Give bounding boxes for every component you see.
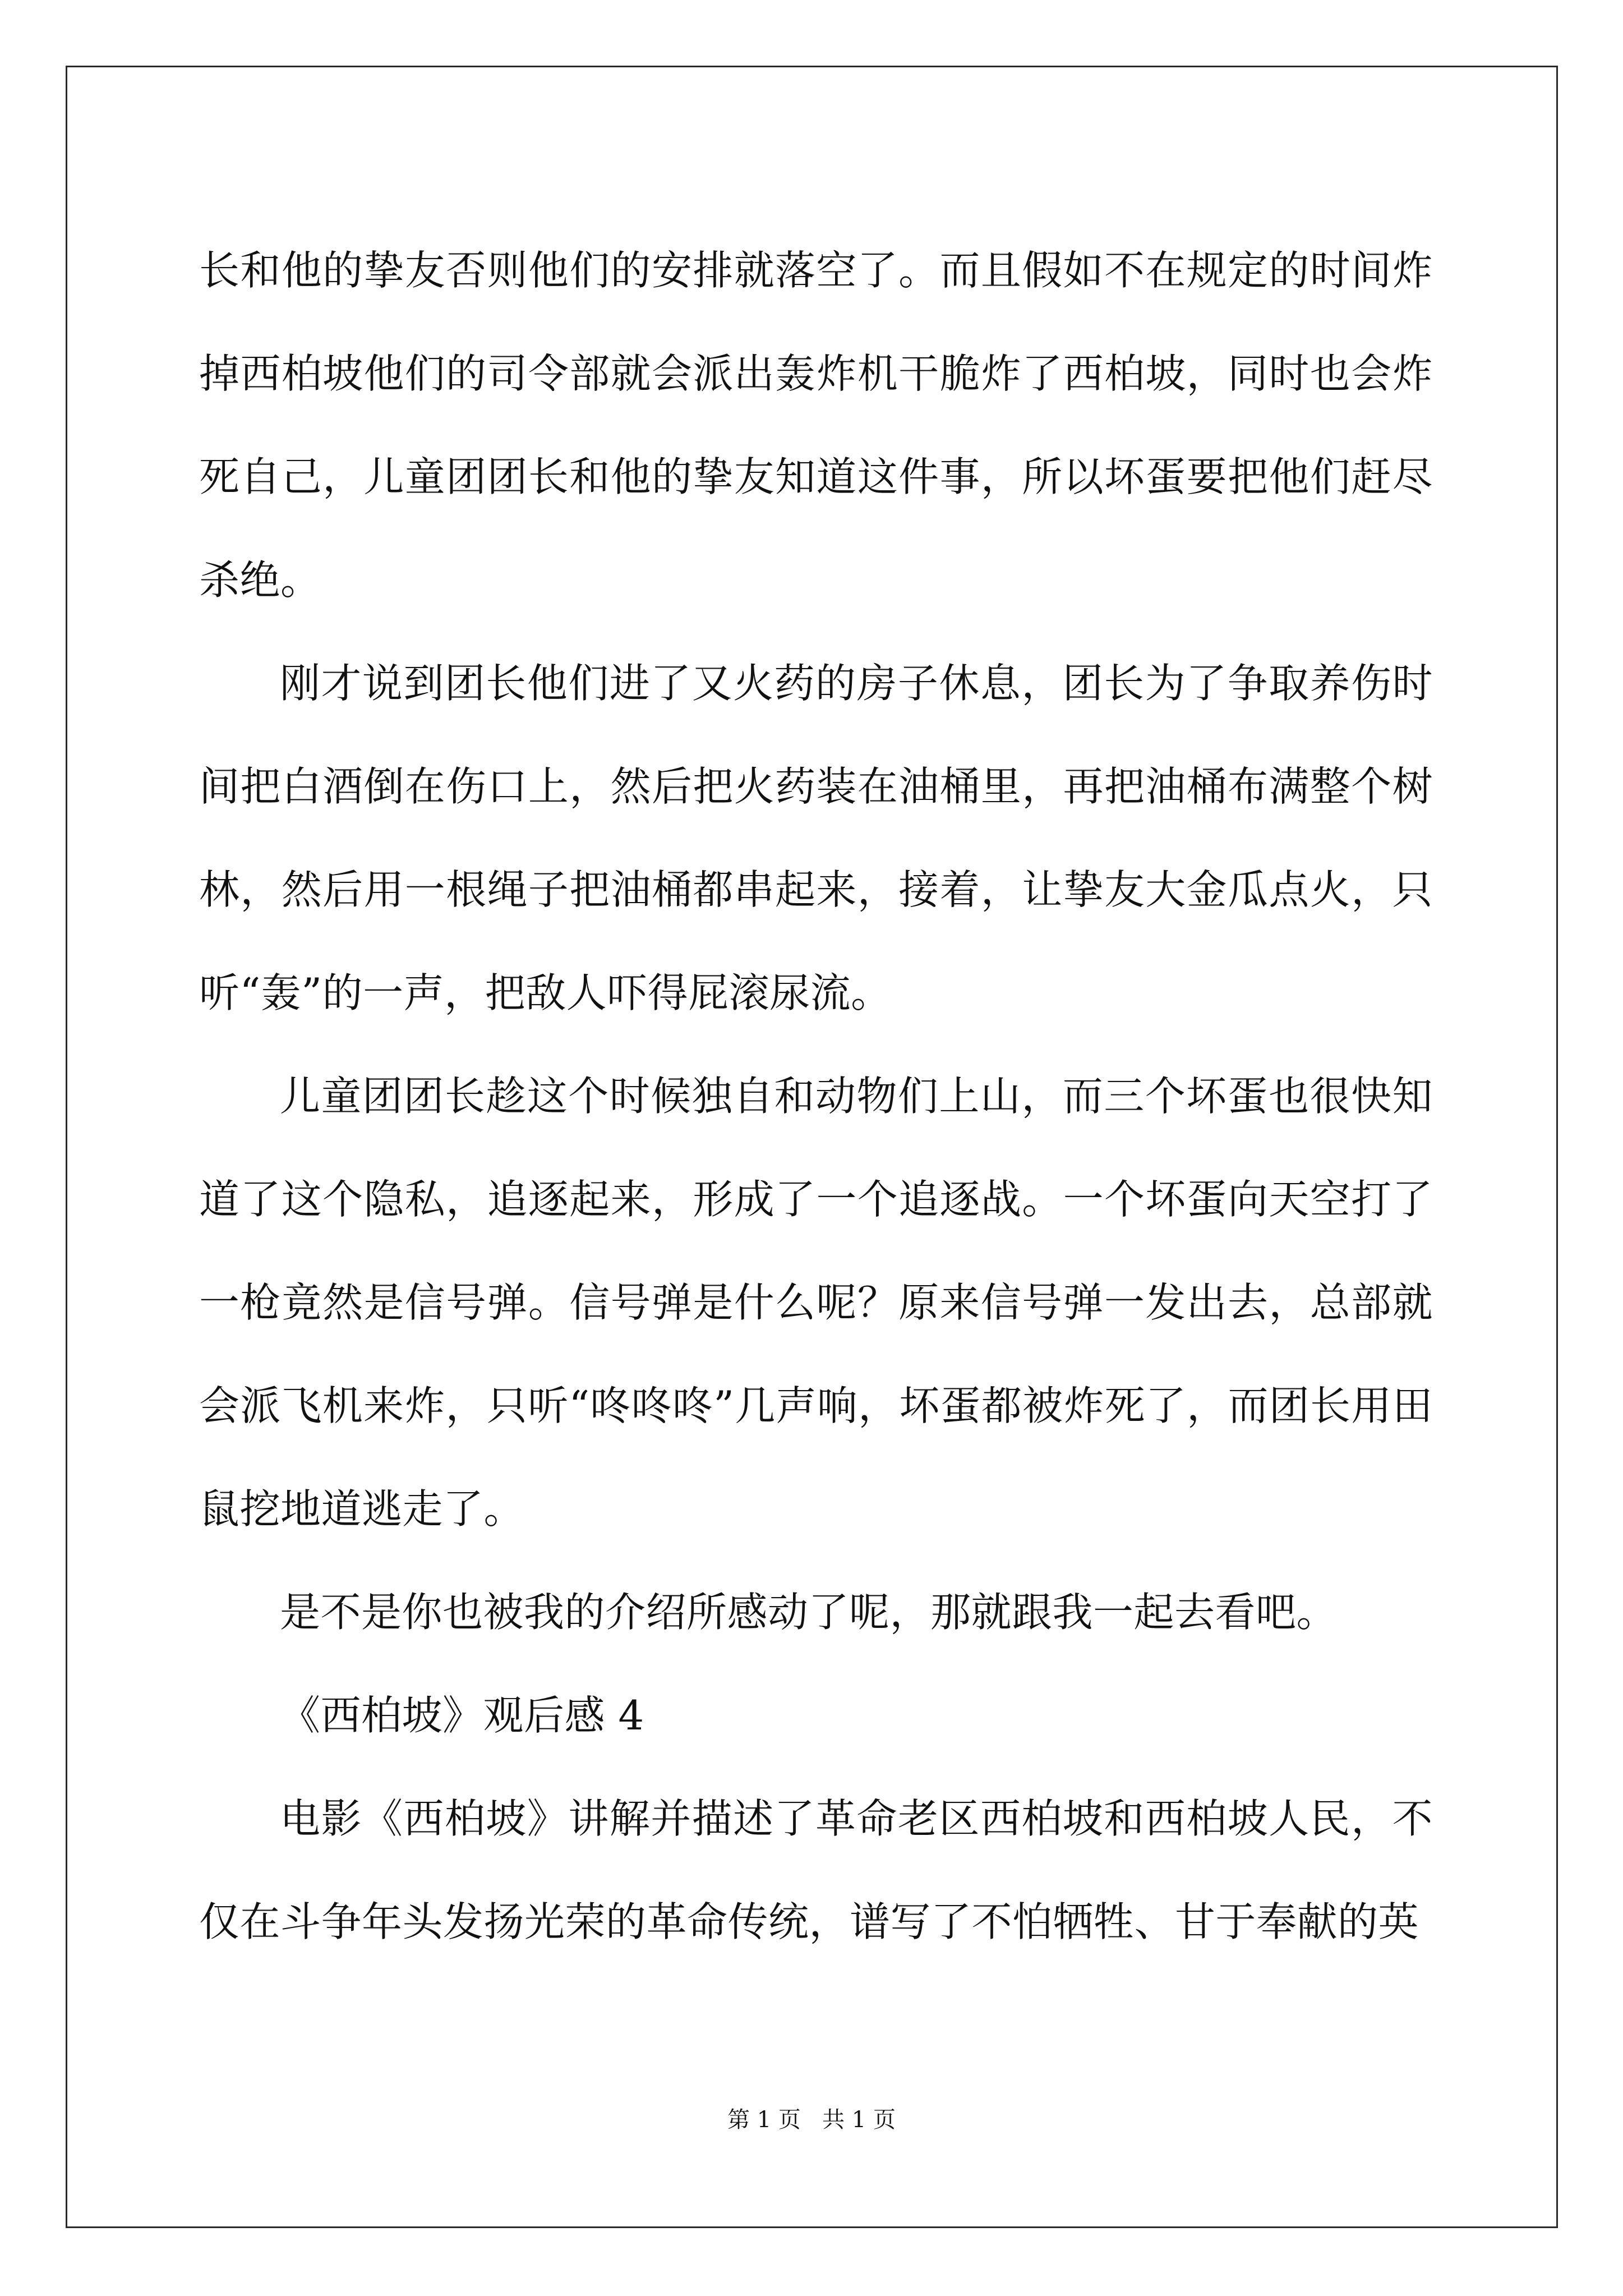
paragraph-2: 刚才说到团长他们进了又火药的房子休息，团长为了争取养伤时间把白酒倒在伤口上，然后把火药装在油桶里，再把油桶布满整个树林，然后用一根绳子把油桶都串起来，接着，让挚友大金瓜点火，只听“轰”的一声，把敌人吓得屁滚尿流。 (199, 660, 1433, 1016)
paragraph-1: 长和他的挚友否则他们的安排就落空了。而且假如不在规定的时间炸掉西柏坡他们的司令部就会派出轰炸机干脆炸了西柏坡，同时也会炸死自己，儿童团团长和他的挚友知道这件事，所以坏蛋要把他们赶尽杀绝。 (199, 247, 1433, 604)
page-footer: 第 1 页 共 1 页 (727, 2107, 896, 2133)
document-body (199, 219, 1433, 1973)
paragraph-4: 是不是你也被我的介绍所感动了呢，那就跟我一起去看吧。 (280, 1589, 1338, 1636)
paragraph-5: 电影《西柏坡》讲解并描述了革命老区西柏坡和西柏坡人民，不仅在斗争年头发扬光荣的革命传统，谱写了不怕牺牲、甘于奉献的英 (199, 1795, 1433, 1945)
paragraph-3: 儿童团团长趁这个时候独自和动物们上山，而三个坏蛋也很快知道了这个隐私，追逐起来，形成了一个追逐战。一个坏蛋向天空打了一枪竟然是信号弹。信号弹是什么呢？原来信号弹一发出去，总部就会派飞机来炸，只听“咚咚咚”几声响，坏蛋都被炸死了，而团长用田鼠挖地道逃走了。 (199, 1073, 1433, 1533)
section-heading: 《西柏坡》观后感 4 (280, 1692, 644, 1739)
